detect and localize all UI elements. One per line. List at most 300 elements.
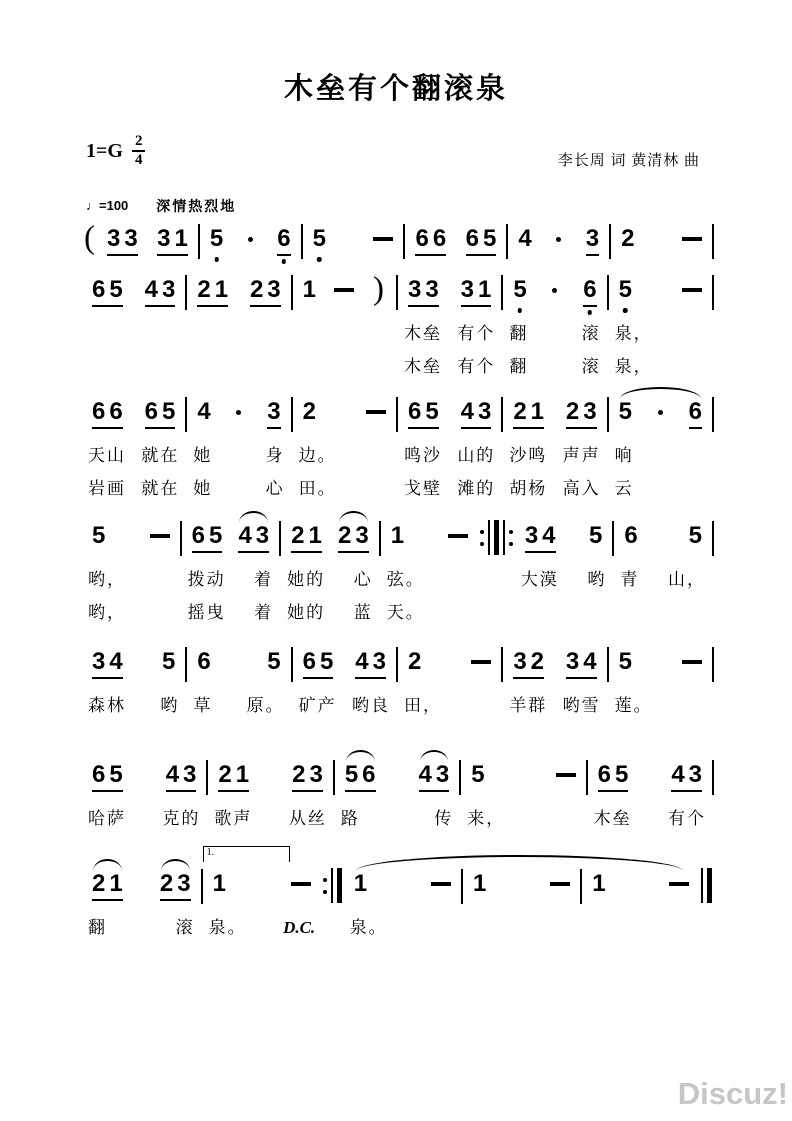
note bbox=[513, 649, 526, 675]
note bbox=[473, 871, 486, 897]
lyric-word: 翻 bbox=[88, 917, 107, 937]
low-octave-dot bbox=[588, 310, 593, 315]
note-digit: 1 bbox=[174, 224, 188, 252]
lyric-line bbox=[187, 355, 290, 379]
lyric-line bbox=[82, 601, 180, 625]
measure-notes bbox=[187, 399, 290, 431]
note bbox=[145, 277, 158, 303]
beam-group bbox=[218, 762, 249, 792]
lyric-word: 她 bbox=[193, 478, 213, 498]
time-signature bbox=[132, 133, 146, 170]
note-digit: 3 bbox=[372, 647, 386, 675]
note-digit: 3 bbox=[177, 869, 191, 897]
page-title: 木垒有个翻滚泉 bbox=[283, 73, 508, 105]
measure-notes bbox=[609, 649, 712, 681]
lyric-word: 羊群 bbox=[509, 695, 548, 715]
lyric-line bbox=[293, 477, 396, 501]
lyric-word: 有个 bbox=[668, 808, 707, 828]
note bbox=[162, 649, 175, 675]
measure-notes bbox=[208, 762, 332, 794]
lyric-word: 有个 bbox=[457, 356, 496, 376]
note bbox=[436, 762, 449, 788]
measure-notes bbox=[187, 277, 290, 309]
lyric-word: 原。 bbox=[246, 695, 285, 715]
lyric-word: 滚 bbox=[175, 917, 195, 937]
slur-group bbox=[619, 399, 702, 429]
lyric-word: 胡杨 bbox=[509, 478, 548, 498]
lyric-line bbox=[503, 694, 606, 718]
beam-group bbox=[250, 277, 281, 307]
note bbox=[92, 399, 105, 425]
lyric-word: 就在 bbox=[141, 478, 180, 498]
note-digit: 3 bbox=[435, 760, 450, 788]
lyric-line bbox=[614, 601, 712, 625]
note-digit: 4 bbox=[238, 521, 252, 549]
note-digit: 1 bbox=[302, 275, 317, 303]
measure-notes bbox=[398, 277, 501, 309]
close-paren-glyph: ) bbox=[372, 270, 384, 307]
measure-notes bbox=[82, 523, 180, 555]
beam-group bbox=[157, 226, 188, 256]
lyric-line bbox=[187, 322, 290, 346]
note bbox=[124, 226, 137, 252]
measure bbox=[609, 277, 712, 379]
lyric-word: 响 bbox=[614, 445, 634, 465]
note-digit: 3 bbox=[183, 760, 197, 788]
lyric-line bbox=[187, 477, 290, 501]
note bbox=[483, 226, 496, 252]
repeat-dot bbox=[509, 530, 513, 534]
note bbox=[174, 226, 187, 252]
system-notes-row bbox=[82, 399, 714, 501]
repeat-dot bbox=[323, 890, 327, 894]
note-digit: 1 bbox=[477, 275, 492, 303]
note bbox=[183, 762, 196, 788]
system-notes-row bbox=[82, 649, 714, 718]
note bbox=[598, 762, 611, 788]
lyric-word: 矿产 bbox=[298, 695, 337, 715]
beam-group bbox=[408, 277, 439, 307]
note-digit: 3 bbox=[255, 521, 270, 549]
duration-dash bbox=[373, 237, 393, 242]
note bbox=[157, 226, 170, 252]
beam-group bbox=[145, 399, 176, 429]
measure bbox=[82, 523, 180, 625]
note bbox=[303, 399, 316, 425]
measure bbox=[187, 277, 290, 379]
note bbox=[408, 277, 421, 303]
note-digit: 2 bbox=[338, 521, 352, 549]
note-digit: 5 bbox=[618, 397, 632, 425]
lyric-line bbox=[293, 694, 396, 718]
lyric-line bbox=[582, 916, 699, 940]
note-digit: 5 bbox=[161, 397, 176, 425]
lyric-line bbox=[82, 444, 185, 468]
note-digit: 1 bbox=[214, 275, 229, 303]
note-digit: 5 bbox=[425, 397, 439, 425]
measure-notes bbox=[461, 762, 585, 794]
note-digit: 3 bbox=[309, 760, 323, 788]
duration-dash bbox=[682, 660, 702, 665]
note-digit: 4 bbox=[418, 760, 432, 788]
lyric-word: 哈萨 bbox=[88, 808, 126, 828]
measure-notes bbox=[82, 762, 206, 794]
measure-notes bbox=[281, 523, 379, 555]
note-digit: 5 bbox=[589, 521, 603, 549]
note-digit: 6 bbox=[277, 224, 291, 252]
measure bbox=[82, 649, 185, 718]
note-digit: 5 bbox=[471, 760, 485, 788]
note-digit: 5 bbox=[92, 521, 106, 549]
measure-notes bbox=[588, 762, 712, 794]
note-digit: 5 bbox=[614, 760, 629, 788]
measure bbox=[293, 649, 396, 718]
lyric-line bbox=[609, 444, 712, 468]
beam-group bbox=[583, 277, 596, 307]
time-signature-denominator: 4 bbox=[134, 152, 143, 169]
note bbox=[166, 762, 179, 788]
measure bbox=[82, 277, 185, 379]
duration-dash bbox=[669, 882, 689, 887]
lyric-word: 天。 bbox=[386, 602, 425, 622]
measure-notes bbox=[609, 399, 712, 431]
lyric-word: 着 bbox=[254, 602, 274, 622]
lyric-word: 木垒 bbox=[403, 323, 442, 343]
measure-notes bbox=[463, 871, 580, 903]
note bbox=[408, 399, 421, 425]
lyric-line bbox=[344, 916, 461, 940]
lyric-line bbox=[281, 568, 379, 592]
duration-dash bbox=[682, 237, 702, 242]
lyric-word: 就在 bbox=[141, 445, 180, 465]
music-system bbox=[82, 846, 714, 940]
duration-dash bbox=[556, 773, 576, 778]
repeat-end-sign bbox=[321, 870, 344, 902]
lyric-word: 弦。 bbox=[386, 569, 425, 589]
slur-group bbox=[160, 871, 191, 901]
tempo-marking: ♩=100 bbox=[86, 198, 129, 213]
note bbox=[689, 762, 702, 788]
note bbox=[466, 226, 479, 252]
measure-notes bbox=[614, 523, 712, 555]
lyric-line bbox=[398, 355, 501, 379]
repeat-dots bbox=[323, 878, 327, 894]
final-barline bbox=[699, 870, 714, 902]
note bbox=[109, 649, 122, 675]
duration-dash bbox=[682, 288, 702, 293]
measure bbox=[503, 399, 606, 501]
lyric-line bbox=[381, 601, 479, 625]
augmentation-dot bbox=[248, 237, 253, 242]
beam-group bbox=[192, 523, 223, 553]
note-digit: 2 bbox=[513, 397, 527, 425]
beam-group bbox=[197, 277, 228, 307]
note-digit: 6 bbox=[92, 397, 106, 425]
measure-notes bbox=[381, 523, 479, 555]
lyric-line bbox=[503, 355, 606, 379]
thick-barline bbox=[337, 868, 342, 903]
beam-group bbox=[291, 523, 322, 553]
lyric-word: 滚 bbox=[581, 323, 601, 343]
system-notes-row bbox=[82, 523, 714, 625]
lyric-word: 泉。 bbox=[208, 917, 247, 937]
lyric-word: 克的 bbox=[162, 808, 201, 828]
note-digit: 1 bbox=[390, 521, 405, 549]
note-digit: 2 bbox=[292, 760, 306, 788]
beam-group bbox=[238, 523, 269, 553]
beam-group bbox=[107, 226, 138, 256]
duration-dash bbox=[334, 288, 354, 293]
lyric-word: 木垒 bbox=[593, 808, 632, 828]
note bbox=[425, 277, 438, 303]
note-digit: 3 bbox=[565, 647, 580, 675]
note bbox=[292, 762, 305, 788]
beam-group bbox=[92, 762, 123, 792]
music-system bbox=[82, 649, 714, 718]
music-system bbox=[82, 270, 714, 379]
note bbox=[525, 523, 538, 549]
measure bbox=[609, 399, 712, 501]
measure bbox=[97, 226, 198, 258]
beam-group bbox=[267, 399, 280, 429]
lyric-word: 山的 bbox=[457, 445, 496, 465]
note-digit: 3 bbox=[585, 224, 600, 252]
measure bbox=[461, 762, 585, 831]
expression-text: 深情热烈地 bbox=[156, 197, 237, 214]
beam-group bbox=[419, 762, 450, 792]
note-digit: 1 bbox=[109, 869, 123, 897]
tempo-row bbox=[86, 196, 792, 216]
system-notes-row bbox=[82, 270, 714, 379]
measure-notes bbox=[97, 226, 198, 258]
lyric-word: 滚 bbox=[581, 356, 601, 376]
repeat-dots bbox=[480, 530, 484, 546]
beam-group bbox=[566, 649, 597, 679]
lyric-word: 从丝 bbox=[288, 808, 327, 828]
note bbox=[238, 523, 251, 549]
lyric-word: 哟， bbox=[88, 602, 126, 622]
lyric-word: 路 bbox=[340, 808, 360, 828]
measure bbox=[614, 523, 712, 625]
lyric-line bbox=[335, 807, 459, 831]
note-digit: 3 bbox=[157, 224, 171, 252]
lyric-word: 哟， bbox=[88, 569, 126, 589]
lyric-line bbox=[82, 807, 206, 831]
measure-notes bbox=[303, 226, 404, 258]
note bbox=[362, 762, 375, 788]
repeat-dots bbox=[509, 530, 513, 546]
augmentation-dot bbox=[556, 237, 561, 242]
lyric-line bbox=[203, 916, 322, 940]
barline bbox=[712, 647, 714, 682]
lyric-line bbox=[614, 568, 712, 592]
barline bbox=[712, 521, 714, 556]
beam-group bbox=[513, 649, 544, 679]
note bbox=[109, 277, 122, 303]
note-digit: 3 bbox=[124, 224, 138, 252]
lyric-word: 翻 bbox=[509, 323, 529, 343]
note-digit: 5 bbox=[208, 521, 223, 549]
measure-notes bbox=[82, 277, 185, 309]
measure bbox=[611, 226, 712, 258]
note bbox=[250, 277, 263, 303]
lyric-line bbox=[187, 694, 290, 718]
note bbox=[513, 399, 526, 425]
note-digit: 3 bbox=[477, 397, 492, 425]
measure-notes bbox=[293, 270, 396, 309]
measure-notes bbox=[335, 762, 459, 794]
measure bbox=[187, 649, 290, 718]
lyric-word: 森林 bbox=[88, 695, 126, 715]
note-digit: 3 bbox=[425, 275, 439, 303]
note bbox=[162, 277, 175, 303]
lyric-word: 泉。 bbox=[349, 917, 388, 937]
slur-group bbox=[338, 523, 369, 553]
lyric-line bbox=[281, 601, 379, 625]
note-digit: 6 bbox=[465, 224, 479, 252]
note bbox=[162, 399, 175, 425]
note bbox=[621, 226, 634, 252]
note bbox=[355, 649, 368, 675]
note-digit: 1 bbox=[592, 869, 606, 897]
lyric-word: 歌声 bbox=[214, 808, 253, 828]
measure-notes bbox=[398, 399, 501, 431]
lyric-word: 田。 bbox=[298, 478, 337, 498]
low-octave-dot bbox=[282, 259, 287, 264]
lyric-word: 莲。 bbox=[614, 695, 653, 715]
note-digit: 4 bbox=[460, 397, 474, 425]
system-notes-row bbox=[82, 846, 714, 940]
lyric-word: 青 bbox=[620, 569, 640, 589]
measure bbox=[182, 523, 280, 625]
note bbox=[107, 226, 120, 252]
note-digit: 3 bbox=[688, 760, 703, 788]
measure-notes bbox=[611, 226, 712, 258]
lyric-line bbox=[515, 568, 613, 592]
note-digit: 6 bbox=[197, 647, 211, 675]
beam-group bbox=[92, 871, 123, 901]
note-digit: 4 bbox=[197, 397, 211, 425]
note-digit: 2 bbox=[621, 224, 635, 252]
note-digit: 3 bbox=[267, 397, 281, 425]
measure bbox=[381, 523, 479, 625]
note bbox=[177, 871, 190, 897]
measure-notes bbox=[582, 871, 699, 903]
lyric-word: 她的 bbox=[287, 602, 326, 622]
note bbox=[355, 523, 368, 549]
lyric-line bbox=[503, 444, 606, 468]
note bbox=[592, 871, 605, 897]
measure-notes bbox=[503, 277, 606, 309]
lyric-line bbox=[82, 355, 185, 379]
slur-group bbox=[419, 762, 450, 792]
duration-dash bbox=[150, 534, 170, 539]
note-digit: 2 bbox=[249, 275, 264, 303]
lyric-word: 戈壁 bbox=[403, 478, 442, 498]
note-digit: 4 bbox=[671, 760, 685, 788]
note-digit: 5 bbox=[109, 760, 123, 788]
lyric-line bbox=[293, 322, 396, 346]
note bbox=[583, 649, 596, 675]
note bbox=[531, 399, 544, 425]
note bbox=[92, 762, 105, 788]
thick-barline bbox=[707, 868, 712, 903]
lyric-word: 翻 bbox=[509, 356, 529, 376]
note bbox=[566, 399, 579, 425]
measure bbox=[293, 270, 396, 379]
note bbox=[513, 277, 526, 303]
lyric-line bbox=[609, 355, 712, 379]
score bbox=[82, 219, 714, 940]
note-digit: 2 bbox=[291, 521, 305, 549]
lyric-word: 大漠 bbox=[520, 569, 559, 589]
repeat-dot bbox=[509, 542, 513, 546]
lyric-word: 拨动 bbox=[187, 569, 226, 589]
first-ending-bracket bbox=[203, 846, 290, 862]
lyric-line bbox=[609, 322, 712, 346]
note-digit: 5 bbox=[482, 224, 497, 252]
note bbox=[689, 399, 702, 425]
beam-group bbox=[292, 762, 323, 792]
note-digit: 2 bbox=[197, 275, 211, 303]
lyric-line bbox=[398, 694, 501, 718]
note bbox=[291, 523, 304, 549]
measure-notes bbox=[187, 649, 290, 681]
lyric-word: 身 bbox=[265, 445, 285, 465]
music-system bbox=[82, 762, 714, 831]
beam-group bbox=[566, 399, 597, 429]
repeat-dot bbox=[480, 542, 484, 546]
measure bbox=[187, 399, 290, 501]
note-digit: 5 bbox=[161, 647, 176, 675]
note bbox=[471, 762, 484, 788]
lyric-word: 她 bbox=[193, 445, 213, 465]
beam-group bbox=[461, 277, 492, 307]
measure bbox=[398, 399, 501, 501]
lyric-line bbox=[463, 916, 580, 940]
note bbox=[461, 277, 474, 303]
note bbox=[303, 649, 316, 675]
music-system bbox=[82, 399, 714, 501]
slur-group bbox=[238, 523, 269, 553]
lyric-word: 心 bbox=[353, 569, 373, 589]
note-digit: 6 bbox=[415, 224, 429, 252]
lyric-word: 草 bbox=[193, 695, 213, 715]
lyric-word: 声声 bbox=[562, 445, 601, 465]
beam-group bbox=[160, 871, 191, 901]
note bbox=[303, 277, 316, 303]
lyric-word: 哟 bbox=[160, 695, 180, 715]
measure-notes bbox=[405, 226, 506, 258]
note bbox=[583, 277, 596, 303]
note bbox=[345, 762, 358, 788]
measure bbox=[398, 277, 501, 379]
lyric-word: D.C. bbox=[283, 917, 316, 937]
note bbox=[109, 399, 122, 425]
note bbox=[267, 277, 280, 303]
system-notes-row bbox=[82, 219, 714, 259]
augmentation-dot bbox=[658, 410, 663, 415]
note-digit: 6 bbox=[688, 397, 702, 425]
note-digit: 5 bbox=[618, 275, 632, 303]
note bbox=[92, 649, 105, 675]
measure-notes bbox=[503, 399, 606, 431]
lyric-line bbox=[82, 568, 180, 592]
note-digit: 4 bbox=[518, 224, 532, 252]
lyric-word: 来， bbox=[467, 808, 506, 828]
note-digit: 5 bbox=[513, 275, 527, 303]
key-label: 1=G bbox=[86, 139, 123, 162]
